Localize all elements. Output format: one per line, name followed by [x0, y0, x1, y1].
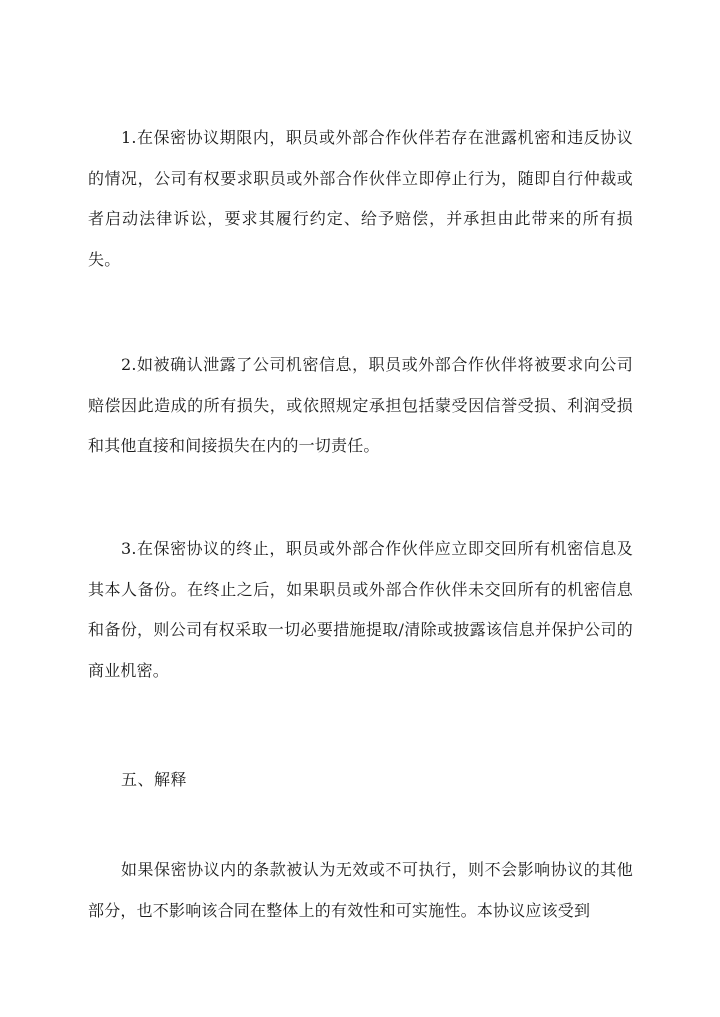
clause-1-paragraph: 1.在保密协议期限内，职员或外部合作伙伴若存在泄露机密和违反协议的情况，公司有权要求职员或外部合作伙伴立即停止行为，随即自行仲裁或者启动法律诉讼，要求其履行约定、给予赔偿，并承担由此带来的所有损失。 [88, 128, 633, 269]
clause-3-paragraph: 3.在保密协议的终止，职员或外部合作伙伴应立即交回所有机密信息及其本人备份。在终止之后，如果职员或外部合作伙伴未交回所有的机密信息和备份，则公司有权采取一切必要措施提取/清除或披露该信息并保护公司的商业机密。 [88, 539, 633, 680]
interpretation-paragraph: 如果保密协议内的条款被认为无效或不可执行，则不会影响协议的其他部分，也不影响该合同在整体上的有效性和可实施性。本协议应该受到 [88, 860, 633, 920]
section-heading-interpretation: 五、解释 [121, 770, 188, 789]
clause-2-paragraph: 2.如被确认泄露了公司机密信息，职员或外部合作伙伴将被要求向公司赔偿因此造成的所有损失，或依照规定承担包括蒙受因信誉受损、利润受损和其他直接和间接损失在内的一切责任。 [88, 355, 633, 455]
